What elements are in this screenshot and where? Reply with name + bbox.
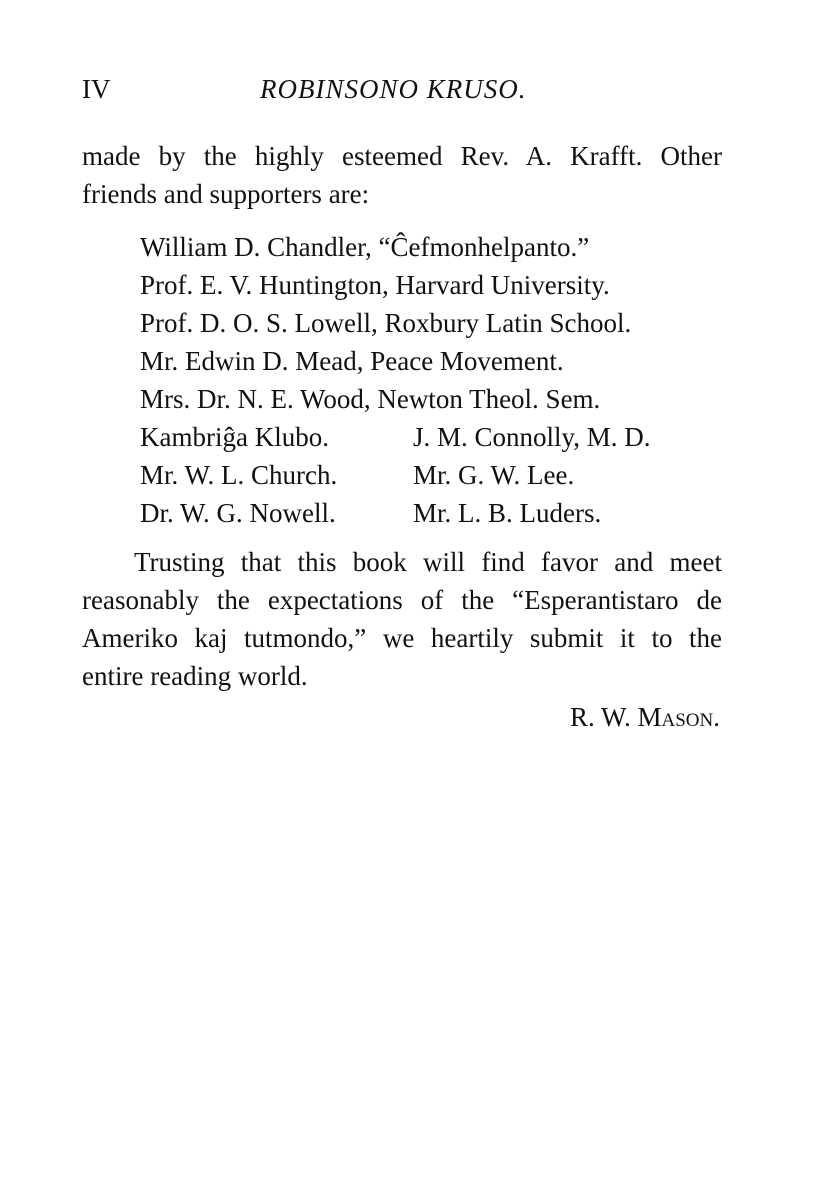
intro-line: made by the highly esteemed Rev. A. Krafft. Other bbox=[82, 141, 722, 171]
running-title: ROBINSONO KRUSO. bbox=[260, 74, 527, 104]
supporter-entry: Mr. G. W. Lee. bbox=[413, 460, 575, 490]
supporter-entry: Prof. E. V. Huntington, Harvard University. bbox=[140, 270, 610, 300]
supporter-pair-row bbox=[140, 418, 740, 456]
closing-line: Ameriko kaj tutmondo,” we heartily submit it to the bbox=[82, 623, 722, 653]
supporters-list bbox=[140, 228, 740, 532]
supporter-entry: Kambriĝa Klubo. bbox=[140, 422, 329, 452]
closing-line: Trusting that this book will find favor and meet bbox=[134, 547, 722, 577]
closing-paragraph bbox=[82, 543, 722, 695]
supporter-entry: William D. Chandler, “Ĉefmonhelpanto.” bbox=[140, 232, 590, 262]
signature: R. W. Mason. bbox=[569, 702, 720, 732]
page-number: IV bbox=[82, 74, 111, 104]
page-header bbox=[82, 74, 722, 110]
closing-line: reasonably the expectations of the “Esperantistaro de bbox=[82, 585, 722, 615]
supporter-pair-row bbox=[140, 456, 740, 494]
supporter-entry: Mr. Edwin D. Mead, Peace Movement. bbox=[140, 346, 564, 376]
supporter-pair-row bbox=[140, 494, 740, 532]
intro-line: friends and supporters are: bbox=[82, 179, 370, 209]
supporter-entry: J. M. Connolly, M. D. bbox=[413, 422, 651, 452]
supporter-entry: Dr. W. G. Nowell. bbox=[140, 498, 336, 528]
supporter-entry: Mr. W. L. Church. bbox=[140, 460, 338, 490]
supporter-entry: Prof. D. O. S. Lowell, Roxbury Latin School. bbox=[140, 308, 632, 338]
supporter-entry: Mrs. Dr. N. E. Wood, Newton Theol. Sem. bbox=[140, 384, 601, 414]
supporter-entry: Mr. L. B. Luders. bbox=[413, 498, 602, 528]
intro-paragraph bbox=[82, 137, 722, 213]
closing-line: entire reading world. bbox=[82, 661, 308, 691]
